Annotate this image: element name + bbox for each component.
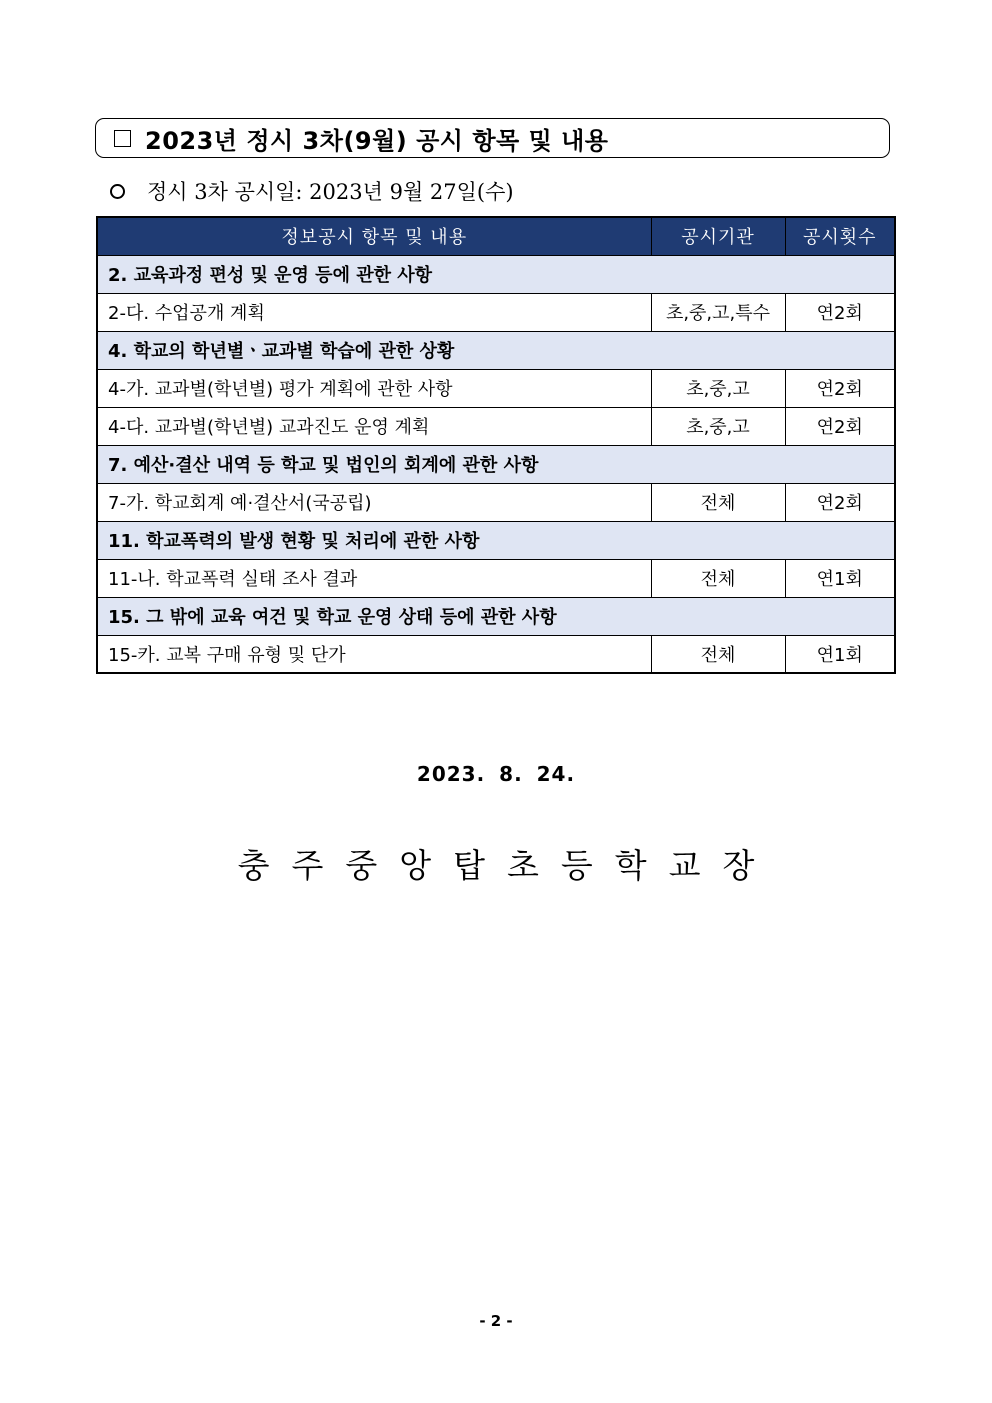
table-header-row bbox=[97, 217, 895, 255]
item-label: 2-다. 수업공개 계획 bbox=[97, 293, 651, 331]
document-date: 2023. 8. 24. bbox=[416, 762, 576, 786]
section-label: 2. 교육과정 편성 및 운영 등에 관한 사항 bbox=[97, 255, 895, 293]
item-agency: 초,중,고 bbox=[651, 369, 785, 407]
signer-name: 충주중앙탑초등학교장 bbox=[237, 846, 777, 885]
table-row bbox=[97, 559, 895, 597]
item-label: 4-다. 교과별(학년별) 교과진도 운영 계획 bbox=[97, 407, 651, 445]
announcement-date-line bbox=[108, 176, 514, 206]
item-frequency: 연2회 bbox=[785, 369, 895, 407]
title-box bbox=[95, 118, 890, 158]
item-agency: 전체 bbox=[651, 559, 785, 597]
table-row bbox=[97, 369, 895, 407]
header-frequency: 공시횟수 bbox=[785, 217, 895, 255]
section-row bbox=[97, 597, 895, 635]
section-label: 15. 그 밖에 교육 여건 및 학교 운영 상태 등에 관한 사항 bbox=[97, 597, 895, 635]
item-frequency: 연2회 bbox=[785, 293, 895, 331]
header-item: 정보공시 항목 및 내용 bbox=[97, 217, 651, 255]
item-frequency: 연1회 bbox=[785, 635, 895, 673]
item-frequency: 연1회 bbox=[785, 559, 895, 597]
section-row bbox=[97, 445, 895, 483]
header-agency: 공시기관 bbox=[651, 217, 785, 255]
item-agency: 전체 bbox=[651, 483, 785, 521]
item-agency: 초,중,고 bbox=[651, 407, 785, 445]
page-title: 2023년 정시 3차(9월) 공시 항목 및 내용 bbox=[145, 126, 609, 155]
section-label: 7. 예산·결산 내역 등 학교 및 법인의 회계에 관한 사항 bbox=[97, 445, 895, 483]
table-row bbox=[97, 483, 895, 521]
square-bullet-icon bbox=[114, 130, 131, 147]
item-label: 7-가. 학교회계 예·결산서(국공립) bbox=[97, 483, 651, 521]
circle-bullet-icon bbox=[110, 184, 125, 199]
item-label: 15-카. 교복 구매 유형 및 단가 bbox=[97, 635, 651, 673]
item-agency: 초,중,고,특수 bbox=[651, 293, 785, 331]
section-label: 4. 학교의 학년별ㆍ교과별 학습에 관한 상황 bbox=[97, 331, 895, 369]
section-row bbox=[97, 521, 895, 559]
section-row bbox=[97, 331, 895, 369]
page-number: - 2 - bbox=[479, 1312, 513, 1330]
table-row bbox=[97, 407, 895, 445]
table-row bbox=[97, 635, 895, 673]
item-label: 11-나. 학교폭력 실태 조사 결과 bbox=[97, 559, 651, 597]
item-agency: 전체 bbox=[651, 635, 785, 673]
item-label: 4-가. 교과별(학년별) 평가 계획에 관한 사항 bbox=[97, 369, 651, 407]
item-frequency: 연2회 bbox=[785, 483, 895, 521]
announcement-date: 정시 3차 공시일: 2023년 9월 27일(수) bbox=[147, 180, 514, 204]
disclosure-table bbox=[96, 216, 896, 674]
table-row bbox=[97, 293, 895, 331]
section-label: 11. 학교폭력의 발생 현황 및 처리에 관한 사항 bbox=[97, 521, 895, 559]
item-frequency: 연2회 bbox=[785, 407, 895, 445]
section-row bbox=[97, 255, 895, 293]
